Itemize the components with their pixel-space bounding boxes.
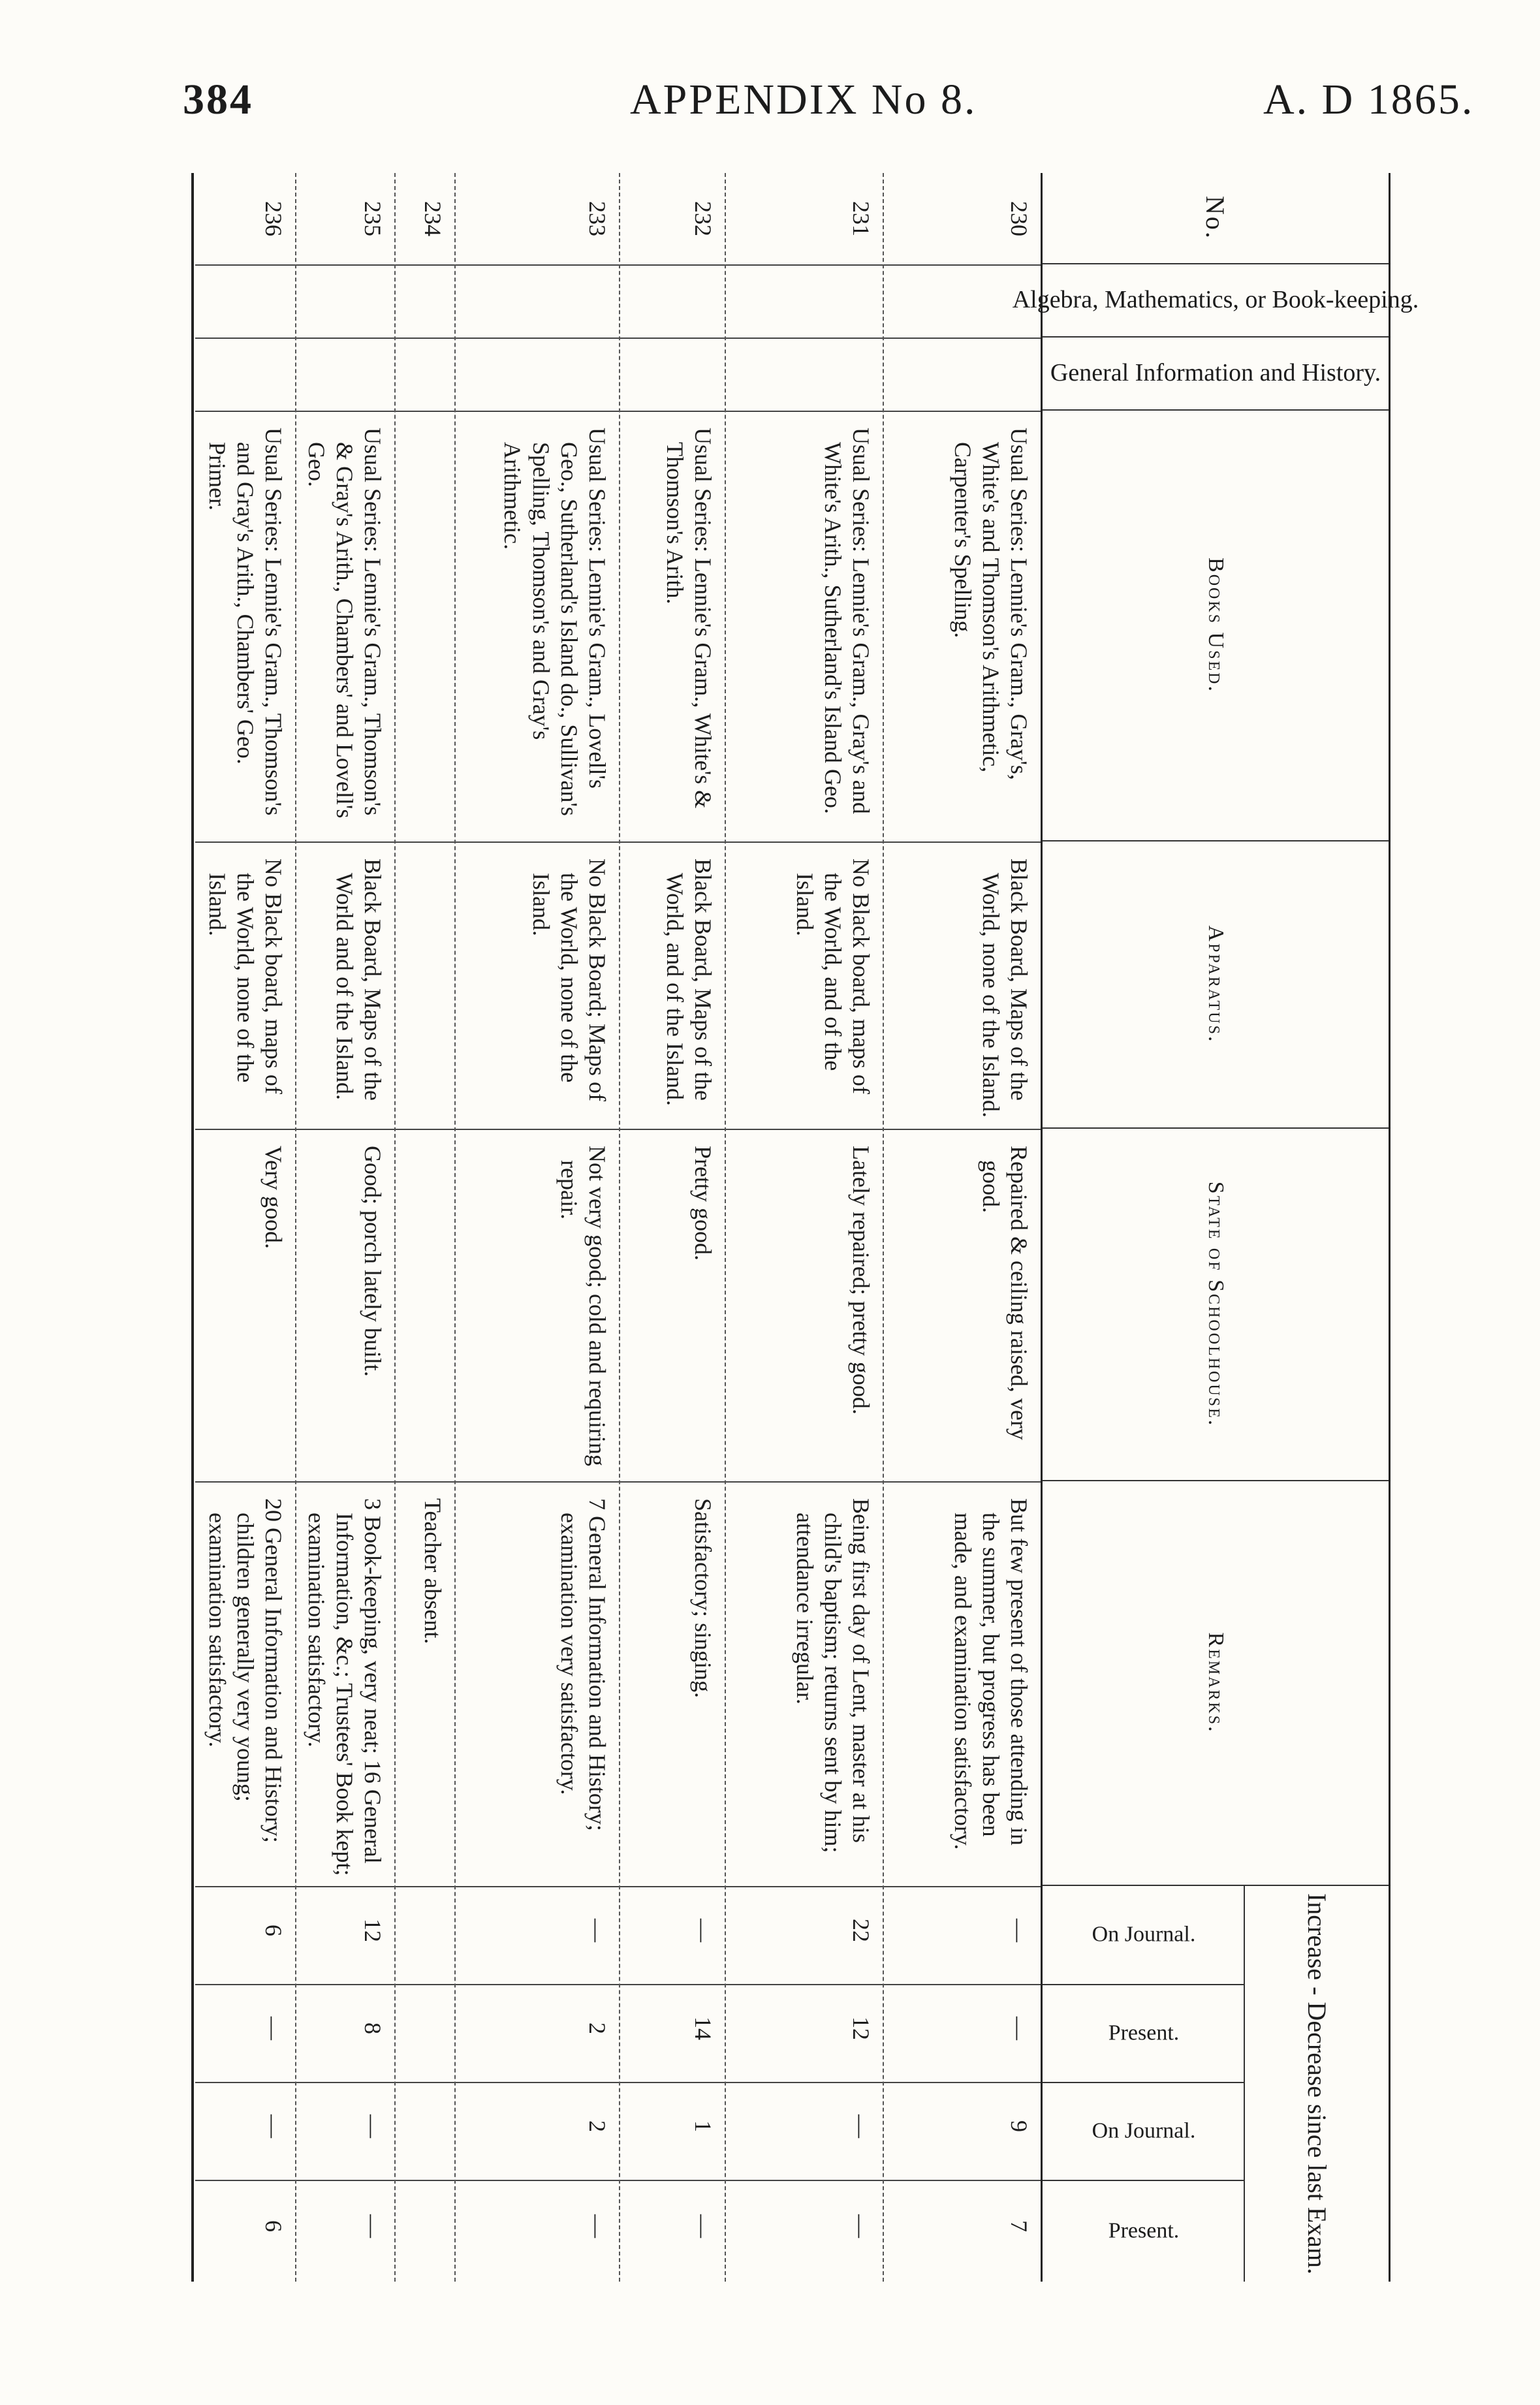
col-header-remarks: Remarks. [1043, 1481, 1389, 1886]
running-title: APPENDIX No 8. [630, 76, 977, 123]
page-header [0, 62, 1540, 134]
col-header-inc-on-journal: On Journal. [1092, 1922, 1196, 1947]
table-row: 233 Usual Series: Lennie's Gram., Lovell's Geo., Sutherland's Island do., Sullivan's Spelling, Thomson's and Gray's Arithmetic. No Black Board; Maps of the World, none of the Island. Not very good; cold and requiring repair. 7 General Information and History; examination very satisfactory. — 2 2 — [499, 201, 610, 2238]
col-header-apparatus: Apparatus. [1043, 841, 1389, 1129]
col-header-books: Books Used. [1043, 411, 1389, 841]
col-header-schoolhouse: State of Schoolhouse. [1043, 1129, 1389, 1481]
col-header-algebra: Algebra, Mathematics, or Book-keeping. [1043, 264, 1389, 338]
table-row: 236 Usual Series: Lennie's Gram., Thomson's and Gray's Arith., Chambers' Geo. Primer. No Black board, maps of the World, none of the Island. Very good. 20 General Information and History; children generally very young; examination satisfactory. 6 — — 6 [204, 201, 287, 2232]
running-date: A. D 1865. [1263, 76, 1475, 123]
page-number: 384 [183, 76, 253, 123]
increase-decrease-group: Increase - Decrease since last Exam. [1244, 1886, 1389, 2282]
col-header-increase-decrease [1043, 1886, 1389, 2282]
table-header-row [1012, 173, 1419, 2282]
schools-table [191, 173, 1419, 2282]
col-header-dec-on-journal: On Journal. [1043, 2082, 1245, 2180]
col-header-inc-present: Present. [1043, 1984, 1245, 2082]
table-row: 230 Usual Series: Lennie's Gram., Gray's, White's and Thomson's Arithmetic, Carpenter's Spelling. Black Board, Maps of the World, none of the Island. Repaired & ceiling raised, very good. But few present of those attending in the summer, but progress has been made, and examination satisfactory. — — 9 7 [949, 201, 1032, 2232]
table-body [195, 173, 1041, 2282]
col-header-dec-present: Present. [1043, 2180, 1245, 2282]
table-row: 234 Teacher absent. [420, 201, 446, 1644]
col-header-no: No. [1043, 173, 1389, 264]
table-row: 235 Usual Series: Lennie's Gram., Thomson's & Gray's Arith., Chambers' and Lovell's Geo. Black Board, Maps of the World and of the Island. Good; porch lately built. 3 Book-keeping, very neat; 16 General Information, &c.; Trustees' Book kept; examination satisfactory. 12 8 — — [303, 201, 386, 2238]
table-row: 232 Usual Series: Lennie's Gram., White's & Thomson's Arith. Black Board, Maps of the World, and of the Island. Pretty good. Satisfactory; singing. — 14 1 — [661, 201, 716, 2238]
table-row: 231 Usual Series: Lennie's Gram., Gray's and White's Arith., Sutherland's Island Geo. No Black board, maps of the World, and of the Island. Lately repaired; pretty good. Being first day of Lent, master at his child's baptism; returns sent by him; attendance irregular. 22 12 — — [791, 201, 874, 2238]
col-header-general-info: General Information and History. [1043, 338, 1389, 411]
